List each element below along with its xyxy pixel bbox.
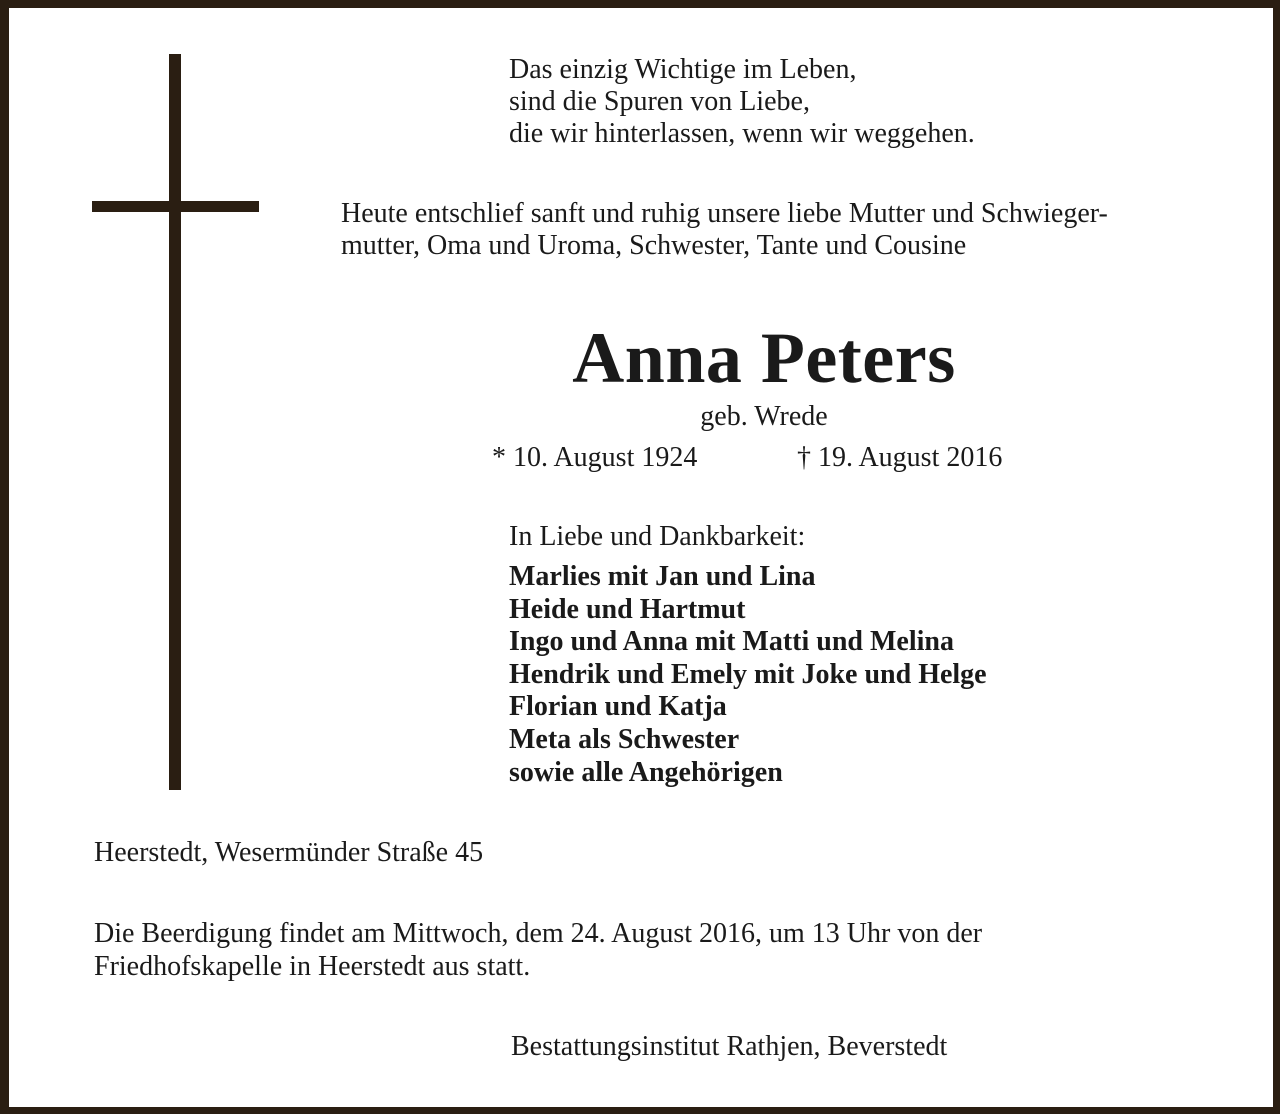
funeral-notice-line: Die Beerdigung findet am Mittwoch, dem 24. August 2016, um 13 Uhr von der (94, 918, 983, 949)
mourners-list (509, 561, 987, 789)
mourner-entry: Heide und Hartmut (509, 593, 746, 625)
death-date: † 19. August 2016 (797, 442, 1003, 473)
funeral-notice (94, 917, 982, 983)
maiden-name: geb. Wrede (700, 401, 828, 432)
funeral-notice-line: Friedhofskapelle in Heerstedt aus statt. (94, 951, 531, 982)
mourner-entry: Meta als Schwester (509, 723, 740, 755)
verse-line: Das einzig Wichtige im Leben, (509, 54, 857, 85)
verse-line: sind die Spuren von Liebe, (509, 86, 810, 117)
family-address: Heerstedt, Wesermünder Straße 45 (94, 837, 484, 868)
announcement-text (341, 198, 1108, 262)
mourner-entry: Hendrik und Emely mit Joke und Helge (509, 658, 987, 690)
deceased-name: Anna Peters (572, 318, 956, 398)
announcement-line: mutter, Oma und Uroma, Schwester, Tante und Cousine (341, 230, 967, 261)
cross-horizontal-beam (92, 201, 259, 212)
mourner-entry: Marlies mit Jan und Lina (509, 561, 816, 592)
mourner-entry: Ingo und Anna mit Matti und Melina (509, 626, 954, 658)
memorial-verse (509, 54, 975, 150)
verse-line: die wir hinterlassen, wenn wir weggehen. (509, 118, 975, 149)
undertaker-credit: Bestattungsinstitut Rathjen, Beverstedt (511, 1031, 948, 1062)
announcement-line: Heute entschlief sanft und ruhig unsere liebe Mutter und Schwieger- (341, 198, 1108, 229)
mourner-entry: Florian und Katja (509, 691, 727, 723)
birth-date: * 10. August 1924 (492, 442, 698, 473)
mourner-entry: sowie alle Angehörigen (509, 756, 783, 788)
dedication-line: In Liebe und Dankbarkeit: (509, 521, 806, 552)
